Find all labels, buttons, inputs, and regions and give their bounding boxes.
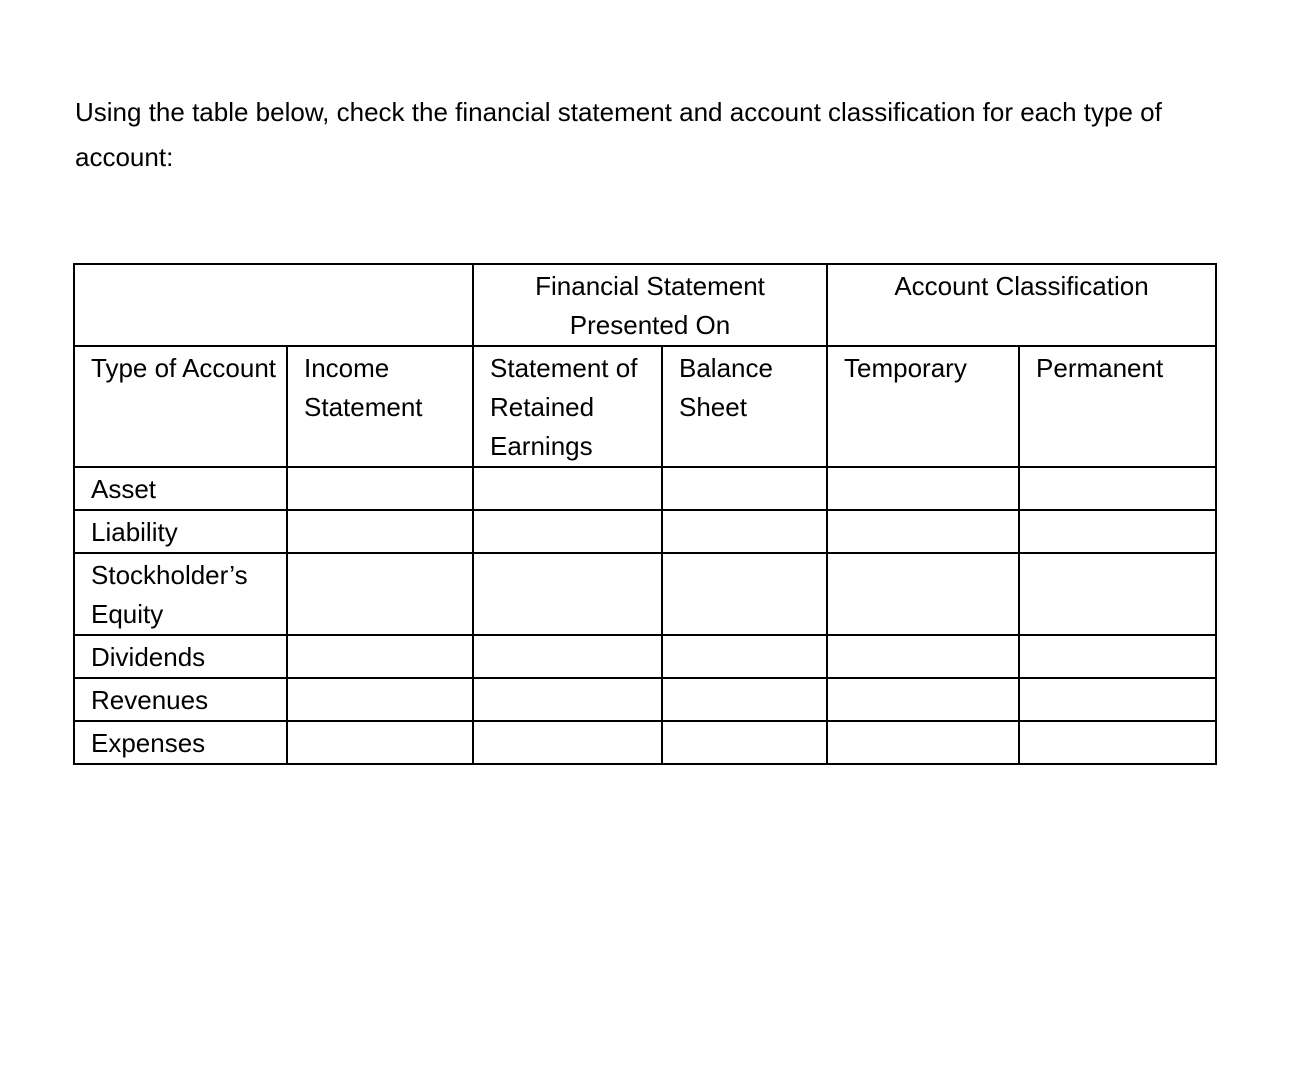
balance-sheet-header: Balance Sheet — [662, 346, 827, 467]
account-type-label: Dividends — [74, 635, 287, 678]
blank-header-cell — [74, 264, 473, 346]
retained-earnings-header: Statement of Retained Earnings — [473, 346, 662, 467]
retained-earnings-check-cell[interactable] — [473, 510, 662, 553]
retained-earnings-check-cell[interactable] — [473, 678, 662, 721]
account-type-label: Revenues — [74, 678, 287, 721]
account-classification-group-header: Account Classification — [827, 264, 1216, 346]
type-of-account-header: Type of Account — [74, 346, 287, 467]
permanent-check-cell[interactable] — [1019, 635, 1216, 678]
instructions-text: Using the table below, check the financial statement and account classification for each type of account: — [75, 97, 1162, 172]
account-type-label: Liability — [74, 510, 287, 553]
account-type-label: Asset — [74, 467, 287, 510]
column-header-row — [74, 346, 1216, 467]
temporary-check-cell[interactable] — [827, 635, 1019, 678]
permanent-check-cell[interactable] — [1019, 467, 1216, 510]
balance-sheet-check-cell[interactable] — [662, 635, 827, 678]
group-header-row — [74, 264, 1216, 346]
table-row — [74, 467, 1216, 510]
retained-earnings-check-cell[interactable] — [473, 467, 662, 510]
balance-sheet-check-cell[interactable] — [662, 467, 827, 510]
income-statement-check-cell[interactable] — [287, 678, 473, 721]
temporary-check-cell[interactable] — [827, 553, 1019, 635]
income-statement-check-cell[interactable] — [287, 721, 473, 764]
retained-earnings-check-cell[interactable] — [473, 553, 662, 635]
retained-earnings-check-cell[interactable] — [473, 721, 662, 764]
permanent-header: Permanent — [1019, 346, 1216, 467]
account-type-label: Stockholder’s Equity — [74, 553, 287, 635]
permanent-check-cell[interactable] — [1019, 553, 1216, 635]
balance-sheet-check-cell[interactable] — [662, 721, 827, 764]
permanent-check-cell[interactable] — [1019, 510, 1216, 553]
income-statement-check-cell[interactable] — [287, 510, 473, 553]
table-row — [74, 510, 1216, 553]
permanent-check-cell[interactable] — [1019, 721, 1216, 764]
income-statement-header: Income Statement — [287, 346, 473, 467]
temporary-check-cell[interactable] — [827, 510, 1019, 553]
balance-sheet-check-cell[interactable] — [662, 510, 827, 553]
table-row — [74, 553, 1216, 635]
temporary-header: Temporary — [827, 346, 1019, 467]
temporary-check-cell[interactable] — [827, 467, 1019, 510]
income-statement-check-cell[interactable] — [287, 467, 473, 510]
classification-table — [73, 263, 1217, 765]
balance-sheet-check-cell[interactable] — [662, 678, 827, 721]
income-statement-check-cell[interactable] — [287, 635, 473, 678]
temporary-check-cell[interactable] — [827, 678, 1019, 721]
balance-sheet-check-cell[interactable] — [662, 553, 827, 635]
temporary-check-cell[interactable] — [827, 721, 1019, 764]
income-statement-check-cell[interactable] — [287, 553, 473, 635]
table-row — [74, 678, 1216, 721]
retained-earnings-check-cell[interactable] — [473, 635, 662, 678]
account-type-label: Expenses — [74, 721, 287, 764]
table-row — [74, 721, 1216, 764]
permanent-check-cell[interactable] — [1019, 678, 1216, 721]
table-row — [74, 635, 1216, 678]
financial-statement-group-header: Financial Statement Presented On — [473, 264, 827, 346]
